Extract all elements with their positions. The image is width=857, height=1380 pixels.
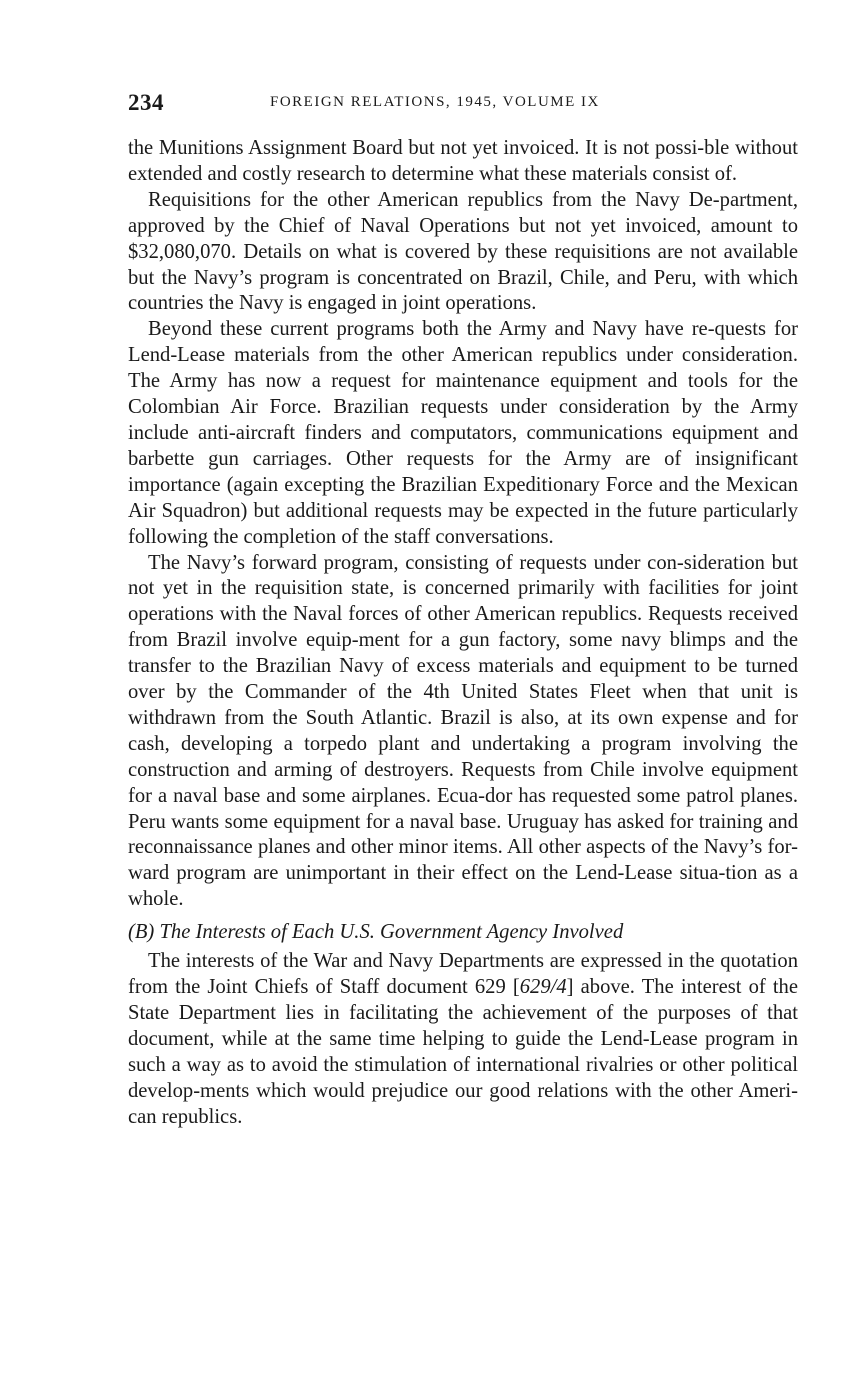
paragraph-navy-forward-program: The Navy’s forward program, consisting of requests under con-sideration but not yet in the requisition state, is concerned primarily with facilities for joint operations with the Naval forces of other American republics. Requests received from Brazil involve equip-ment for a gun factory, some navy blimps and the transfer to the Brazilian Navy of excess materials and equipment to be turned over by the Commander of the 4th United States Fleet when that unit is withdrawn from the South Atlantic. Brazil is also, at its own expense and for cash, developing a torpedo plant and undertaking a program involving the construction and arming of destroyers. Requests from Chile involve equipment for a naval base and some airplanes. Ecua-dor has requested some patrol planes. Peru wants some equipment for a naval base. Uruguay has asked for training and reconnaissance planes and other minor items. All other aspects of the Navy’s for-ward program are unimportant in their effect on the Lend-Lease situa-tion as a whole. [128, 551, 798, 911]
body-text [128, 136, 798, 1131]
paragraph-continued: the Munitions Assignment Board but not yet invoiced. It is not possi-ble without extended and costly research to determine what these materials consist of. [128, 137, 798, 185]
paragraph-agency-interests-part-2: ] above. The interest of the State Department lies in facilitating the achievement of the purposes of that document, while at the same time helping to guide the Lend-Lease program in such a way as to avoid the stimulation of international rivalries or other political develop-ments which would prejudice our good relations with the other Ameri-can republics. [128, 976, 798, 1128]
document-page [128, 90, 798, 1131]
paragraph-current-programs: Beyond these current programs both the Army and Navy have re-quests for Lend-Lease materials from the other American republics under consideration. The Army has now a request for maintenance equipment and tools for the Colombian Air Force. Brazilian requests under consideration by the Army include anti-aircraft finders and computators, communications equipment and barbette gun carriages. Other requests for the Army are of insignificant importance (again excepting the Brazilian Expeditionary Force and the Mexican Air Squadron) but additional requests may be expected in the future particularly following the completion of the staff conversations. [128, 318, 798, 548]
paragraph-agency-interests [128, 949, 798, 1130]
running-head [128, 90, 798, 122]
paragraph-agency-interests-part-1: The interests of the War and Navy Departments are expressed in the quotation from the Joint Chiefs of Staff document 629 [ [128, 950, 798, 999]
page-number: 234 [128, 90, 164, 115]
section-heading-b: (B) The Interests of Each U.S. Government Agency Involved [128, 921, 624, 944]
paragraph-navy-requisitions: Requisitions for the other American republics from the Navy De-partment, approved by the Chief of Naval Operations but not yet invoiced, amount to $32,080,070. Details on what is covered by these requisitions are not available but the Navy’s program is concentrated on Brazil, Chile, and Peru, with which countries the Navy is engaged in joint operations. [128, 188, 798, 315]
document-reference: 629/4 [519, 976, 567, 999]
running-head-title: FOREIGN RELATIONS, 1945, VOLUME IX [270, 94, 600, 110]
